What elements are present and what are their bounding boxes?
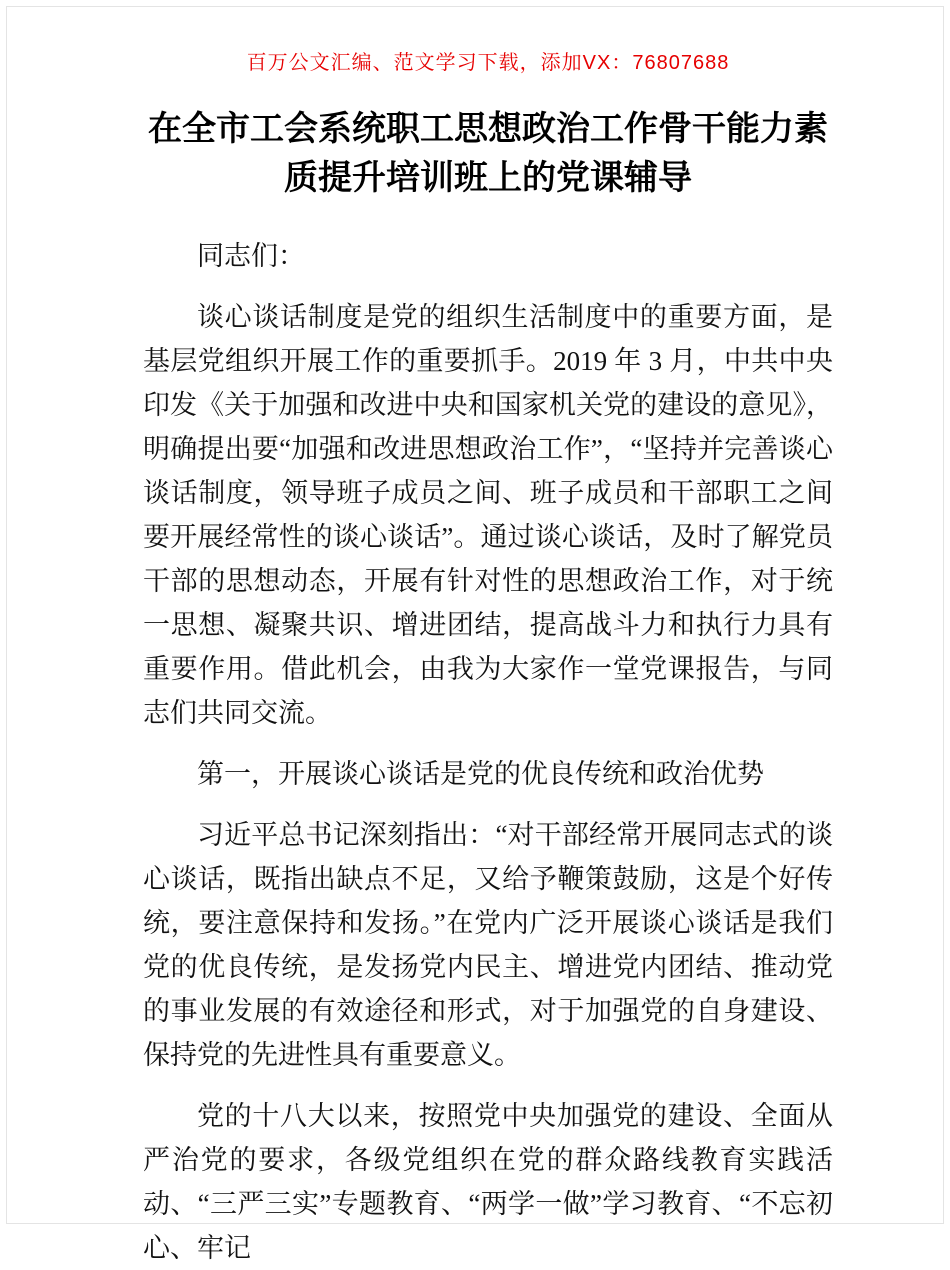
document-body bbox=[143, 234, 833, 1270]
paragraph: 同志们： bbox=[197, 240, 305, 271]
paragraph: 党的十八大以来，按照党中央加强党的建设、全面从严治党的要求，各级党组织在党的群众路线教育实践活动、“三严三实”专题教育、“两学一做”学习教育、“不忘初心、牢记 bbox=[143, 1100, 833, 1263]
header-notice: 百万公文汇编、范文学习下载，添加VX：76807688 bbox=[246, 52, 730, 74]
paragraph: 谈心谈话制度是党的组织生活制度中的重要方面，是基层党组织开展工作的重要抓手。2019 年 3 月，中共中央印发《关于加强和改进中央和国家机关党的建设的意见》，明确提出要“加强和改进思想政治工作”，“坚持并完善谈心谈话制度，领导班子成员之间、班子成员和干部职工之间要开展经常性的谈心谈话”。通过谈心谈话，及时了解党员干部的思想动态，开展有针对性的思想政治工作，对于统一思想、凝聚共识、增进团结，提高战斗力和执行力具有重要作用。借此机会，由我为大家作一堂党课报告，与同志们共同交流。 bbox=[143, 301, 833, 728]
paragraph: 第一，开展谈心谈话是党的优良传统和政治优势 bbox=[197, 758, 764, 789]
paragraph: 习近平总书记深刻指出：“对干部经常开展同志式的谈心谈话，既指出缺点不足，又给予鞭策鼓励，这是个好传统，要注意保持和发扬。”在党内广泛开展谈心谈话是我们党的优良传统，是发扬党内民主、增进党内团结、推动党的事业发展的有效途径和形式，对于加强党的自身建设、保持党的先进性具有重要意义。 bbox=[143, 819, 833, 1070]
document-title: 在全市工会系统职工思想政治工作骨干能力素质提升培训班上的党课辅导 bbox=[148, 111, 828, 198]
